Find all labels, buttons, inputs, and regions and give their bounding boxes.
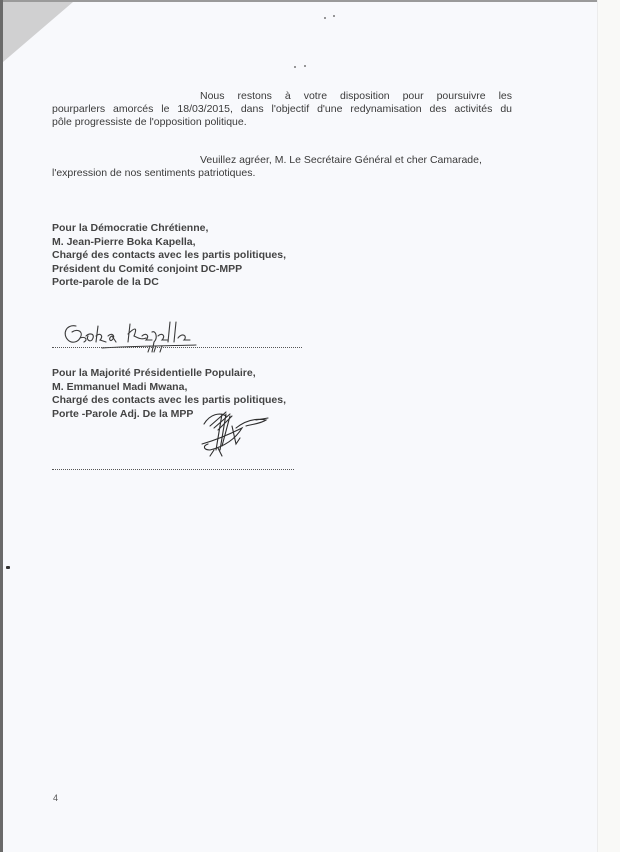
- signatory-line: Porte -Parole Adj. De la MPP: [52, 407, 194, 420]
- paragraph-line: Nous restons à votre disposition pour poursuivre les: [200, 90, 512, 102]
- scan-edge-top: [0, 0, 620, 2]
- scan-edge-right: [597, 0, 620, 852]
- handwritten-signature-madi: [196, 410, 276, 458]
- paragraph-line: pourparlers amorcés le 18/03/2015, dans l'objectif d'une redynamisation des activités du: [52, 103, 512, 115]
- signatory-line: Pour la Majorité Présidentielle Populaire,: [52, 367, 256, 379]
- scan-edge-left: [0, 0, 3, 852]
- signatory-line: Chargé des contacts avec les partis politiques,: [52, 249, 286, 261]
- signatory-line: M. Emmanuel Madi Mwana,: [52, 380, 188, 393]
- scan-speck: [294, 66, 296, 68]
- scan-speck: [304, 65, 306, 67]
- signatory-block-dc: [52, 222, 286, 290]
- signatory-line: M. Jean-Pierre Boka Kapella,: [52, 235, 196, 248]
- folded-corner-shadow: [3, 2, 73, 62]
- page-number: 4: [53, 793, 59, 803]
- signature-line-mpp: [52, 469, 294, 470]
- paragraph-line: Veuillez agréer, M. Le Secrétaire Général et cher Camarade,: [200, 154, 482, 166]
- scan-speck: [6, 566, 10, 569]
- signatory-line: Pour la Démocratie Chrétienne,: [52, 222, 209, 234]
- paragraph-line: l'expression de nos sentiments patriotiques.: [52, 167, 256, 179]
- handwritten-signature-boka: [62, 318, 202, 354]
- signatory-line: Chargé des contacts avec les partis politiques,: [52, 394, 286, 406]
- signature-line-dc: [52, 347, 302, 348]
- salutation-paragraph: [52, 154, 512, 180]
- paragraph-line: pôle progressiste de l'opposition politique.: [52, 116, 247, 128]
- signatory-line: Président du Comité conjoint DC-MPP: [52, 262, 243, 275]
- scan-speck: [333, 15, 335, 17]
- closing-paragraph: [52, 90, 512, 129]
- signatory-line: Porte-parole de la DC: [52, 276, 159, 288]
- scan-speck: [324, 17, 326, 19]
